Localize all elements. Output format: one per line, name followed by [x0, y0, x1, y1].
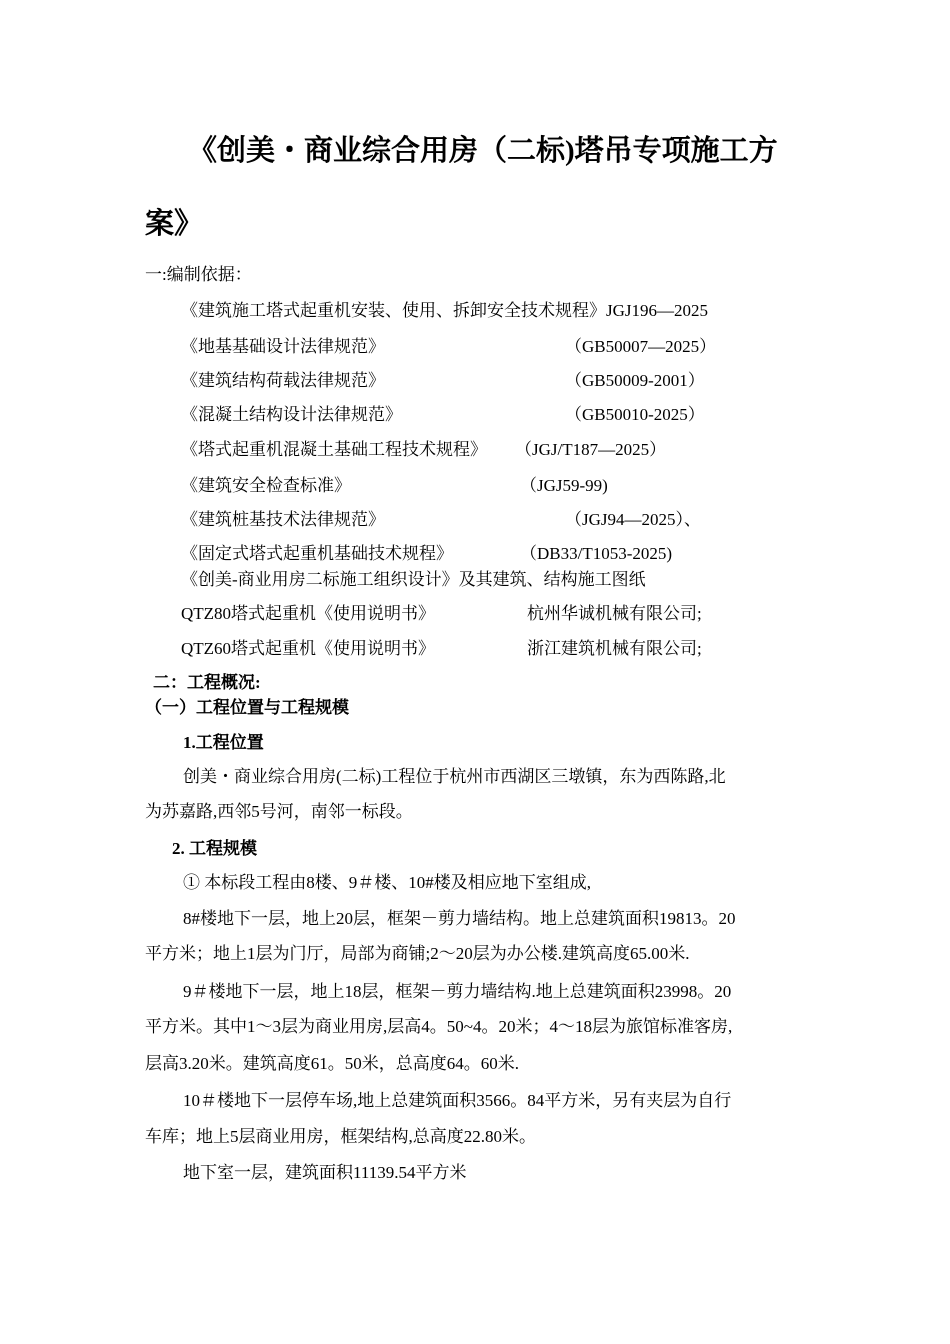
reference-item: 《建筑安全检查标准》 [181, 476, 351, 495]
paragraph-line: 为苏嘉路,西邻5号河，南邻一标段。 [145, 802, 413, 821]
subsection-heading: （一）工程位置与工程规模 [145, 698, 349, 717]
paragraph-line: 10＃楼地下一层停车场,地上总建筑面积3566。84平方米，另有夹层为自行 [183, 1091, 732, 1110]
reference-item: 《固定式塔式起重机基础技术规程》 [181, 544, 453, 563]
reference-item: 《塔式起重机混凝土基础工程技术规程》 [181, 440, 487, 459]
reference-standard: （JGJ94—2025）、 [565, 510, 702, 529]
paragraph-line: 8#楼地下一层，地上20层，框架－剪力墙结构。地上总建筑面积19813。20 [183, 909, 736, 928]
reference-standard: （GB50010-2025） [565, 405, 705, 424]
reference-item: QTZ80塔式起重机《使用说明书》 [181, 604, 436, 623]
reference-item: 《混凝土结构设计法律规范》 [181, 405, 402, 424]
document-title-line1: 《创美・商业综合用房（二标)塔吊专项施工方 [188, 135, 778, 167]
paragraph-line: 9＃楼地下一层，地上18层，框架－剪力墙结构.地上总建筑面积23998。20 [183, 982, 732, 1001]
reference-standard: （GB50009-2001） [565, 371, 705, 390]
paragraph-line: 地下室一层，建筑面积11139.54平方米 [183, 1163, 467, 1182]
reference-item: QTZ60塔式起重机《使用说明书》 [181, 639, 436, 658]
reference-standard: 浙江建筑机械有限公司; [527, 639, 702, 658]
reference-standard: （JGJ59-99) [520, 476, 608, 495]
reference-item: 《建筑桩基技术法律规范》 [181, 510, 385, 529]
section-heading-overview: 二：工程概况: [153, 673, 261, 692]
item-heading-location: 1.工程位置 [183, 733, 264, 752]
item-heading-scale: 2. 工程规模 [172, 839, 257, 858]
reference-standard: 杭州华诚机械有限公司; [527, 604, 702, 623]
reference-standard: （JGJ/T187—2025） [515, 440, 667, 459]
document-title-line2: 案》 [145, 208, 204, 240]
paragraph-line: 层高3.20米。建筑高度61。50米，总高度64。60米. [145, 1054, 519, 1073]
paragraph-line: 平方米。其中1～3层为商业用房,层高4。50~4。20米；4～18层为旅馆标准客房, [145, 1017, 733, 1036]
reference-item: 《建筑结构荷载法律规范》 [181, 371, 385, 390]
paragraph-line: 创美・商业综合用房(二标)工程位于杭州市西湖区三墩镇，东为西陈路,北 [183, 767, 726, 786]
section-heading-basis: 一:编制依据： [145, 265, 252, 284]
reference-standard: （GB50007—2025） [565, 337, 717, 356]
reference-item: 《创美-商业用房二标施工组织设计》及其建筑、结构施工图纸 [181, 570, 646, 589]
reference-standard: （DB33/T1053-2025) [520, 544, 673, 563]
reference-item: 《地基基础设计法律规范》 [181, 337, 385, 356]
reference-item: 《建筑施工塔式起重机安装、使用、拆卸安全技术规程》JGJ196—2025 [181, 301, 709, 320]
paragraph-line: ① 本标段工程由8楼、9＃楼、10#楼及相应地下室组成, [183, 873, 591, 892]
paragraph-line: 平方米；地上1层为门厅，局部为商铺;2～20层为办公楼.建筑高度65.00米. [145, 944, 690, 963]
paragraph-line: 车库；地上5层商业用房，框架结构,总高度22.80米。 [145, 1127, 536, 1146]
